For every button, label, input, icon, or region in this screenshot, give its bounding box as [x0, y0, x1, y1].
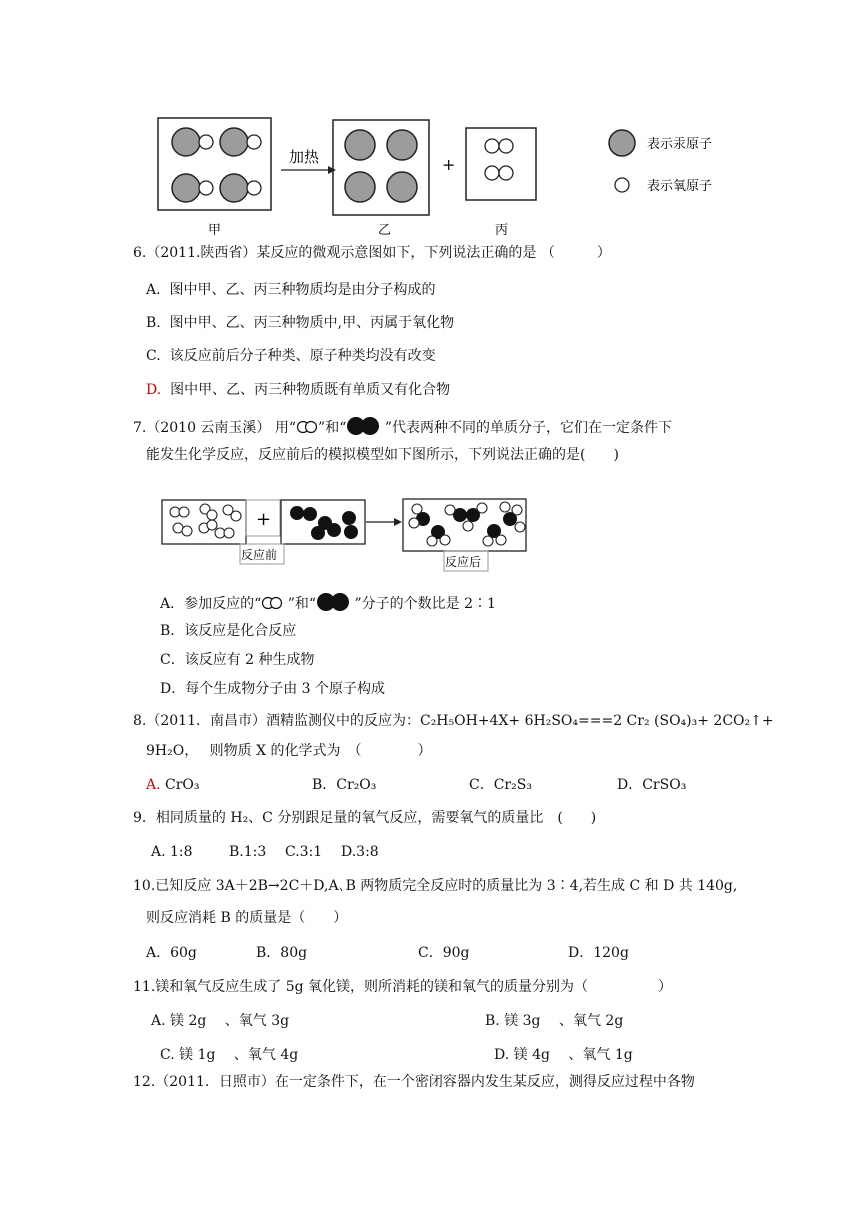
white-molecule-icon — [261, 596, 283, 610]
q7-option-b: B．该反应是化合反应 — [160, 623, 297, 639]
q6-option-c — [146, 347, 436, 365]
label-bing: 丙 — [495, 223, 509, 238]
white-molecule-icon — [296, 420, 318, 434]
q9-option-d: D.3:8 — [341, 844, 379, 860]
q10-option-c: C．90g — [418, 945, 470, 961]
q8-option-c: C．Cr₂S₃ — [469, 777, 532, 793]
option-letter: A. — [146, 282, 161, 298]
q9-option-c: C.3:1 — [285, 844, 323, 860]
q6-option-b — [146, 314, 454, 332]
q10-option-b: B．80g — [256, 945, 308, 961]
legend-oxygen: 表示氧原子 — [647, 179, 713, 194]
mercury-atom-icon — [609, 130, 635, 156]
label-jia: 甲 — [208, 223, 222, 238]
q12-stem: 12.（2011．日照市）在一定条件下，在一个密闭容器内发生某反应，测得反应过程中各物 — [133, 1074, 695, 1090]
q11-option-a: A. 镁 2g 、氧气 3g — [151, 1013, 290, 1029]
q7-option-d: D．每个生成物分子由 3 个原子构成 — [160, 681, 386, 697]
q10-line1: 10.已知反应 3A＋2B→2C＋D,A､B 两物质完全反应时的质量比为 3∶4,若生成 C 和 D 共 140g, — [133, 878, 738, 894]
option-text: 图中甲、乙、丙三种物质均是由分子构成的 — [169, 282, 436, 298]
q9-option-b: B.1:3 — [229, 844, 267, 860]
answer-letter: A. — [146, 777, 161, 793]
option-letter: C. — [146, 348, 161, 364]
q11-option-d: D. 镁 4g 、氧气 1g — [494, 1047, 633, 1063]
q6-stem: 6.（2011.陕西省）某反应的微观示意图如下，下列说法正确的是 （ ） — [133, 245, 611, 261]
hgo-decomposition-diagram — [150, 110, 740, 240]
q8-option-d: D．CrSO₃ — [617, 777, 687, 793]
q8-line2: 9H₂O， 则物质 X 的化学式为 （ ） — [146, 743, 432, 759]
q6-option-d — [146, 381, 450, 399]
option-letter: B. — [146, 315, 161, 331]
reaction-model-diagram — [160, 495, 530, 575]
label-after: 反应后 — [445, 555, 482, 569]
q11-option-c: C. 镁 1g 、氧气 4g — [160, 1047, 299, 1063]
q7-stem-line2: 能发生化学反应，反应前后的模拟模型如下图所示，下列说法正确的是( ) — [146, 447, 619, 463]
q7-stem-line1: 7.（2010 云南玉溪） 用“ ”和“ ”代表两种不同的单质分子，它们在一定条件下 — [133, 416, 672, 437]
black-molecule-icon — [316, 592, 350, 612]
q10-line2: 则反应消耗 B 的质量是（ ） — [146, 910, 348, 926]
option-text: 图中甲、乙、丙三种物质中,甲、丙属于氧化物 — [169, 315, 455, 331]
q8-option-b: B．Cr₂O₃ — [312, 777, 377, 793]
option-text: 图中甲、乙、丙三种物质既有单质又有化合物 — [170, 382, 451, 398]
q9-stem: 9．相同质量的 H₂、C 分别跟足量的氧气反应，需要氧气的质量比 ( ) — [133, 810, 597, 826]
q7-option-c: C．该反应有 2 种生成物 — [160, 652, 315, 668]
q10-option-d: D．120g — [568, 945, 629, 961]
option-text: 该反应前后分子种类、原子种类均没有改变 — [169, 348, 436, 364]
q8-line1: 8.（2011．南昌市）酒精监测仪中的反应为：C₂H₅OH+4X+ 6H₂SO₄===2 Cr₂ (SO₄)₃+ 2CO₂↑+ — [133, 713, 774, 729]
q9-option-a: A. 1:8 — [151, 844, 193, 860]
arrow-label: 加热 — [289, 148, 320, 166]
label-before: 反应前 — [241, 548, 278, 562]
q6-option-a — [146, 281, 435, 299]
oxygen-atom-icon — [615, 178, 629, 192]
plus-sign: + — [256, 509, 272, 530]
q8-option-a — [146, 776, 200, 794]
legend-mercury: 表示汞原子 — [647, 137, 713, 152]
q10-option-a: A．60g — [146, 945, 197, 961]
q11-stem: 11.镁和氧气反应生成了 5g 氧化镁，则所消耗的镁和氧气的质量分别为（ ） — [133, 979, 673, 995]
black-molecule-icon — [346, 416, 380, 436]
label-yi: 乙 — [378, 223, 392, 238]
option-text: CrO₃ — [160, 777, 200, 793]
q7-option-a: A．参加反应的“ ”和“ ”分子的个数比是 2∶1 — [160, 592, 496, 613]
answer-letter: D. — [146, 382, 162, 398]
q11-option-b: B. 镁 3g 、氧气 2g — [485, 1013, 624, 1029]
plus-sign: + — [442, 155, 456, 174]
